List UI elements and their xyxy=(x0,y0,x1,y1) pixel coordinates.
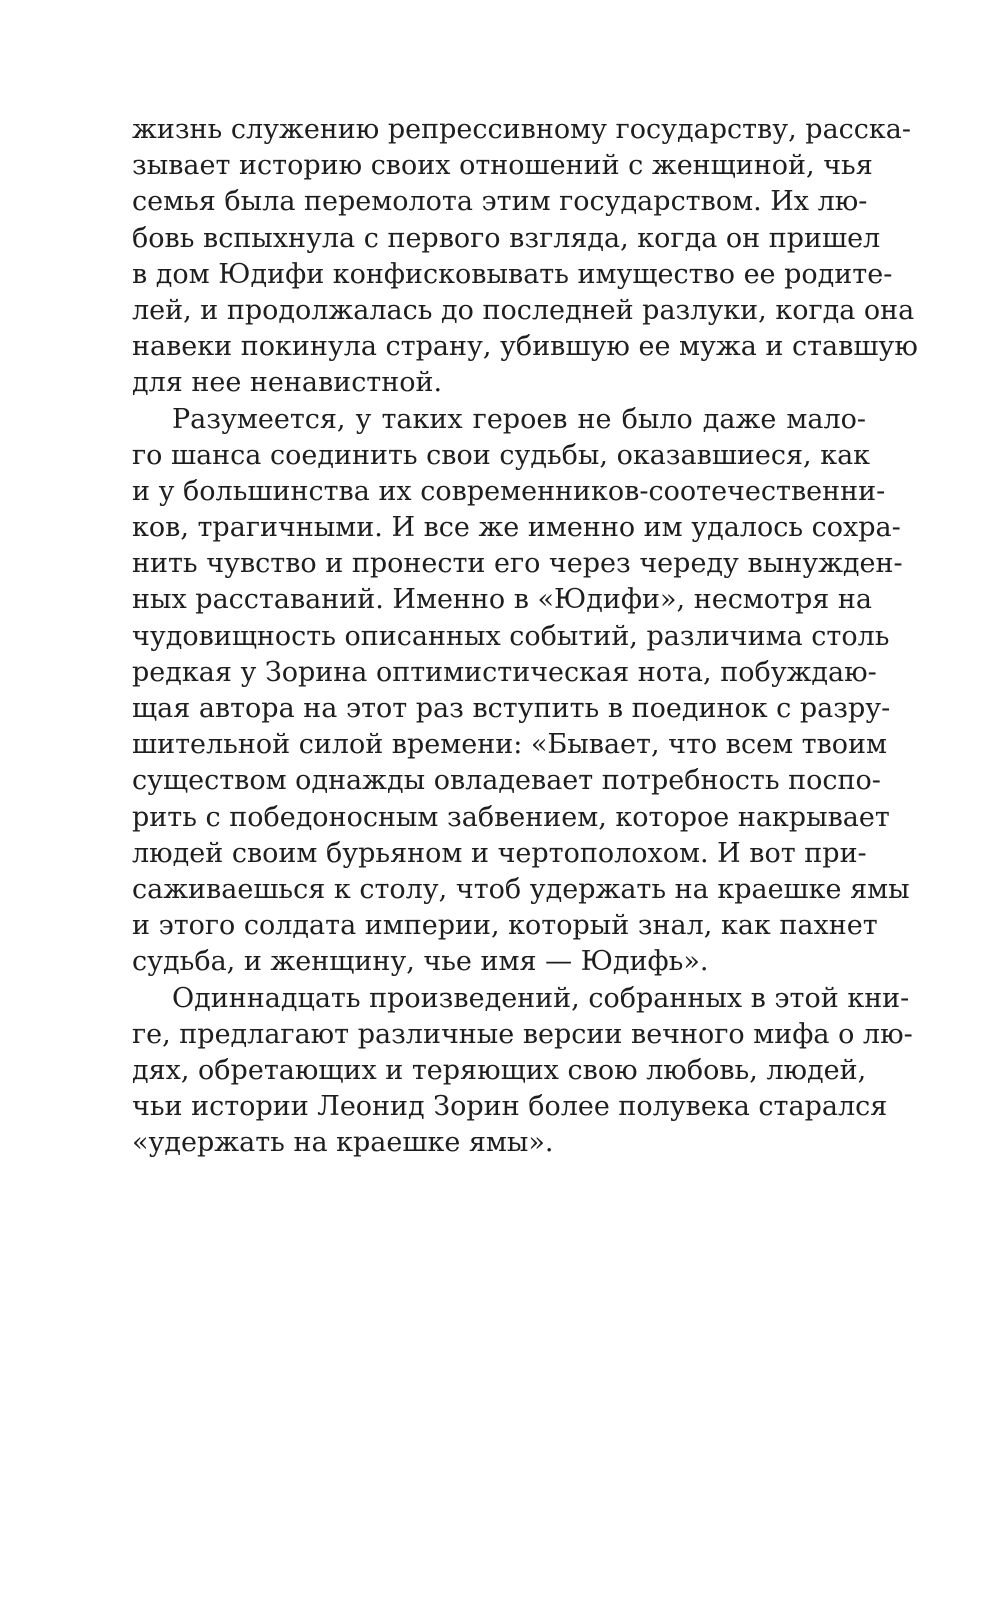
page-body xyxy=(132,112,918,1161)
text-line: ных расставаний. Именно в «Юдифи», несмотря на xyxy=(132,584,872,616)
text-line: для нее ненавистной. xyxy=(132,367,443,399)
paragraph-3 xyxy=(132,981,913,1162)
text-line: и у большинства их современников-соотечественни- xyxy=(132,475,886,507)
text-line: саживаешься к столу, чтоб удержать на краешке ямы xyxy=(132,873,910,905)
text-line: существом однажды овладевает потребность поспо- xyxy=(132,765,881,797)
text-line: дях, обретающих и теряющих свою любовь, людей, xyxy=(132,1054,867,1086)
text-line: чудовищность описанных событий, различима столь xyxy=(132,620,890,652)
text-line: семья была перемолота этим государством. Их лю- xyxy=(132,186,868,218)
paragraph-2 xyxy=(132,402,910,981)
text-line: жизнь служению репрессивному государству, расска- xyxy=(132,114,912,145)
text-line: навеки покинула страну, убившую ее мужа и ставшую xyxy=(132,331,918,363)
text-line: редкая у Зорина оптимистическая нота, побуждаю- xyxy=(132,656,877,688)
text-line: ков, трагичными. И все же именно им удалось сохра- xyxy=(132,512,901,544)
text-line: рить с победоносным забвением, которое накрывает xyxy=(132,801,890,833)
text-line: в дом Юдифи конфисковывать имущество ее родите- xyxy=(132,258,893,290)
text-line: щая автора на этот раз вступить в поединок с разру- xyxy=(132,693,891,724)
paragraph-1 xyxy=(132,112,918,402)
text-line: и этого солдата империи, который знал, как пахнет xyxy=(132,910,878,942)
text-line: Разумеется, у таких героев не было даже мало- xyxy=(172,403,866,435)
text-line: го шанса соединить свои судьбы, оказавшиеся, как xyxy=(132,439,871,471)
text-line: людей своим бурьяном и чертополохом. И вот при- xyxy=(132,837,867,869)
text-line: нить чувство и пронести его через череду вынужден- xyxy=(132,548,903,580)
text-line: Одиннадцать произведений, собранных в этой кни- xyxy=(172,982,910,1014)
text-line: шительной силой времени: «Бывает, что всем твоим xyxy=(132,729,888,761)
text-line: зывает историю своих отношений с женщиной, чья xyxy=(132,150,873,182)
text-line: ге, предлагают различные версии вечного мифа о лю- xyxy=(132,1018,913,1050)
text-line: лей, и продолжалась до последней разлуки, когда она xyxy=(132,294,915,326)
text-line: судьба, и женщину, чье имя — Юдифь». xyxy=(132,946,709,978)
text-line: бовь вспыхнула с первого взгляда, когда он пришел xyxy=(132,222,881,254)
text-line: «удержать на краешке ямы». xyxy=(132,1127,554,1159)
text-line: чьи истории Леонид Зорин более полувека старался xyxy=(132,1091,888,1123)
